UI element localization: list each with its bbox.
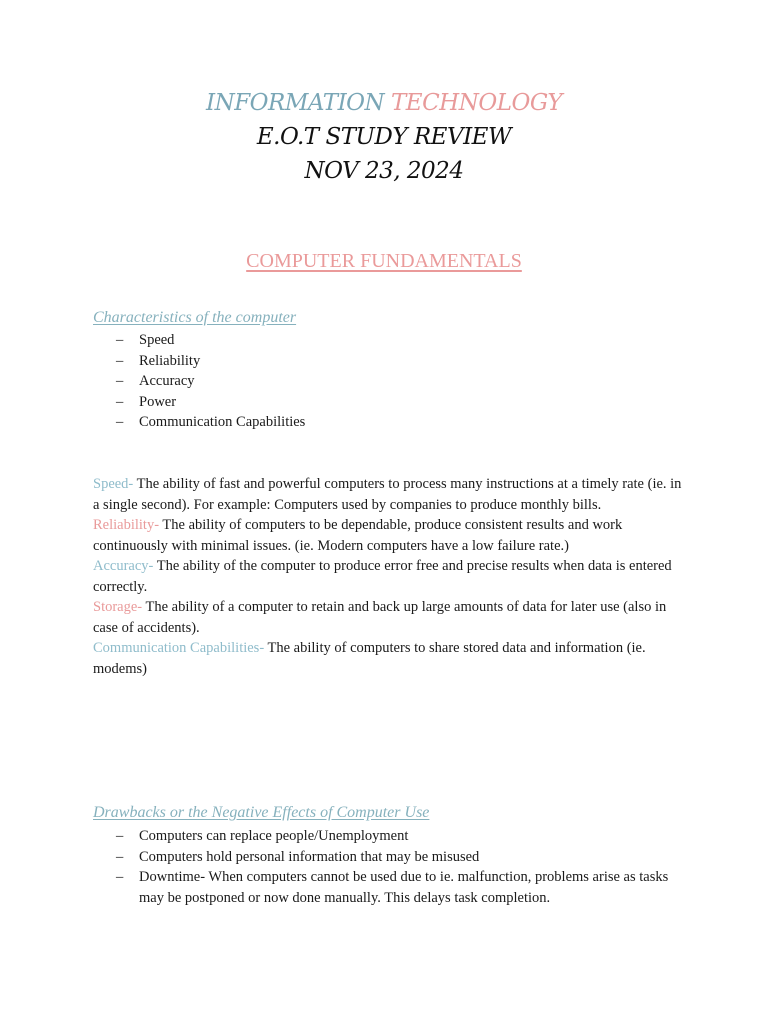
definition-text: The ability of the computer to produce error free and precise results when data is entered correctly. — [93, 558, 672, 595]
definition-paragraph — [93, 515, 683, 556]
definition-term: Storage- — [93, 599, 143, 615]
list-item-text: Power — [139, 393, 177, 410]
definition-paragraph — [93, 638, 683, 679]
document-subtitle: E.O.T STUDY REVIEW — [256, 124, 512, 150]
title-word-information: INFORMATION — [205, 90, 385, 116]
drawbacks-heading: Drawbacks or the Negative Effects of Computer Use — [93, 804, 430, 821]
bullet-dash: – — [116, 373, 124, 389]
list-item — [116, 826, 669, 847]
definition-paragraph — [93, 474, 683, 515]
definition-term: Reliability- — [93, 517, 160, 533]
definition-term: Communication Capabilities- — [93, 640, 265, 656]
list-item-text: Downtime- When computers cannot be used due to ie. malfunction, problems arise as tasks may be postponed or now done manually. This delays task completion. — [139, 869, 669, 906]
list-item — [116, 847, 669, 868]
document-date: NOV 23, 2024 — [304, 158, 464, 184]
bullet-dash: – — [116, 869, 124, 885]
definition-term: Accuracy- — [93, 558, 154, 574]
list-item — [116, 867, 669, 908]
definition-text: The ability of a computer to retain and back up large amounts of data for later use (also in case of accidents). — [93, 599, 667, 636]
definition-paragraph — [93, 556, 683, 597]
list-item — [116, 412, 669, 433]
list-item-text: Speed — [139, 332, 175, 348]
bullet-dash: – — [116, 352, 124, 369]
list-item-text: Computers can replace people/Unemployment — [139, 828, 409, 844]
definition-term: Speed- — [93, 476, 134, 492]
definition-text: The ability of fast and powerful computers to process many instructions at a timely rate (ie. in a single second). For example: Computers used by companies to produce monthly bills. — [93, 476, 682, 513]
bullet-dash: – — [116, 393, 124, 410]
bullet-dash: – — [116, 414, 124, 430]
drawbacks-list — [116, 826, 669, 908]
bullet-dash: – — [116, 848, 124, 865]
document-title — [0, 86, 768, 120]
list-item — [116, 330, 669, 351]
title-word-technology: TECHNOLOGY — [390, 90, 563, 116]
characteristics-list — [116, 330, 669, 433]
definition-text: The ability of computers to share stored data and information (ie. modems) — [93, 640, 646, 677]
definitions-block — [93, 474, 683, 679]
list-item-text: Accuracy — [139, 373, 195, 389]
bullet-dash: – — [116, 828, 124, 844]
definition-paragraph — [93, 597, 683, 638]
list-item — [116, 392, 669, 413]
definition-text: The ability of computers to be dependable, produce consistent results and work continuously with minimal issues. (ie. Modern computers have a low failure rate.) — [93, 517, 623, 554]
list-item-text: Computers hold personal information that may be misused — [139, 848, 480, 865]
bullet-dash: – — [116, 332, 124, 348]
characteristics-heading: Characteristics of the computer — [93, 309, 297, 326]
list-item-text: Communication Capabilities — [139, 414, 306, 430]
list-item — [116, 351, 669, 372]
title-block — [0, 86, 768, 188]
list-item — [116, 371, 669, 392]
list-item-text: Reliability — [139, 352, 201, 369]
section-heading: COMPUTER FUNDAMENTALS — [246, 250, 522, 272]
